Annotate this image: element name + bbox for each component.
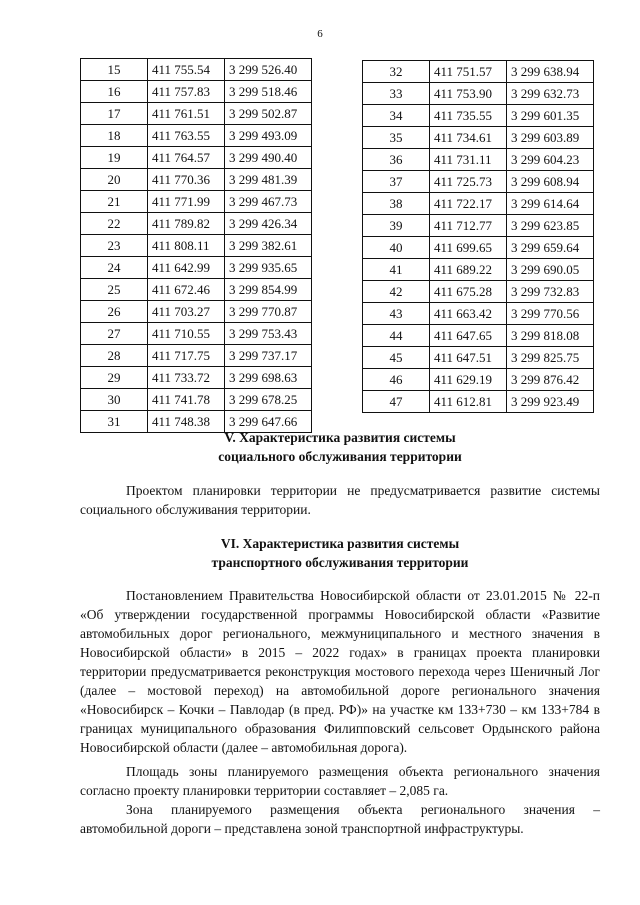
x-coordinate-cell: 411 748.38 [148,411,225,433]
section-6-title-line2: транспортного обслуживания территории [211,555,469,570]
y-coordinate-cell: 3 299 467.73 [225,191,312,213]
x-coordinate-cell: 411 733.72 [148,367,225,389]
point-number-cell: 39 [363,215,430,237]
y-coordinate-cell: 3 299 935.65 [225,257,312,279]
table-row [81,191,312,213]
section-5-title [80,428,600,466]
x-coordinate-cell: 411 751.57 [430,61,507,83]
table-row [363,347,594,369]
y-coordinate-cell: 3 299 481.39 [225,169,312,191]
table-row [363,171,594,193]
x-coordinate-cell: 411 789.82 [148,213,225,235]
y-coordinate-cell: 3 299 753.43 [225,323,312,345]
x-coordinate-cell: 411 672.46 [148,279,225,301]
point-number-cell: 27 [81,323,148,345]
point-number-cell: 34 [363,105,430,127]
point-number-cell: 18 [81,125,148,147]
section-5-title-line1: V. Характеристика развития системы [224,430,456,445]
table-row [81,235,312,257]
x-coordinate-cell: 411 770.36 [148,169,225,191]
x-coordinate-cell: 411 808.11 [148,235,225,257]
section-6-paragraph-1: Постановлением Правительства Новосибирской области от 23.01.2015 № 22-п «Об утверждении государственной программы Новосибирской области «Развитие автомобильных дорог регионального, межмуниципального и местного значения в Новосибирской области» в 2015 – 2022 годах» в границах проекта планировки территории предусматривается реконструкция мостового перехода через Шеничный Лог (далее – мостовой переход) на автомобильной дороге регионального значения «Новосибирск – Кочки – Павлодар (в пред. РФ)» на участке км 133+730 – км 133+784 в границах муниципального образования Филипповский сельсовет Ордынского района Новосибирской области (далее – автомобильная дорога). [80,588,600,755]
section-6-title-line1: VI. Характеристика развития системы [220,536,460,551]
y-coordinate-cell: 3 299 923.49 [507,391,594,413]
table-row [81,169,312,191]
table-row [81,323,312,345]
x-coordinate-cell: 411 629.19 [430,369,507,391]
x-coordinate-cell: 411 722.17 [430,193,507,215]
point-number-cell: 24 [81,257,148,279]
table-row [363,237,594,259]
x-coordinate-cell: 411 734.61 [430,127,507,149]
point-number-cell: 28 [81,345,148,367]
table-row [363,127,594,149]
x-coordinate-cell: 411 764.57 [148,147,225,169]
point-number-cell: 32 [363,61,430,83]
x-coordinate-cell: 411 712.77 [430,215,507,237]
x-coordinate-cell: 411 725.73 [430,171,507,193]
table-row [81,213,312,235]
table-row [81,389,312,411]
y-coordinate-cell: 3 299 854.99 [225,279,312,301]
coordinates-table-left [80,58,312,433]
point-number-cell: 26 [81,301,148,323]
y-coordinate-cell: 3 299 770.87 [225,301,312,323]
point-number-cell: 25 [81,279,148,301]
y-coordinate-cell: 3 299 502.87 [225,103,312,125]
y-coordinate-cell: 3 299 493.09 [225,125,312,147]
x-coordinate-cell: 411 717.75 [148,345,225,367]
point-number-cell: 16 [81,81,148,103]
point-number-cell: 45 [363,347,430,369]
y-coordinate-cell: 3 299 632.73 [507,83,594,105]
y-coordinate-cell: 3 299 737.17 [225,345,312,367]
section-6-title [80,534,600,572]
y-coordinate-cell: 3 299 659.64 [507,237,594,259]
y-coordinate-cell: 3 299 638.94 [507,61,594,83]
y-coordinate-cell: 3 299 647.66 [225,411,312,433]
x-coordinate-cell: 411 757.83 [148,81,225,103]
table-row [363,83,594,105]
table-row [81,367,312,389]
point-number-cell: 15 [81,59,148,81]
table-row [363,281,594,303]
y-coordinate-cell: 3 299 678.25 [225,389,312,411]
y-coordinate-cell: 3 299 825.75 [507,347,594,369]
point-number-cell: 38 [363,193,430,215]
point-number-cell: 40 [363,237,430,259]
x-coordinate-cell: 411 761.51 [148,103,225,125]
x-coordinate-cell: 411 731.11 [430,149,507,171]
y-coordinate-cell: 3 299 601.35 [507,105,594,127]
table-row [363,369,594,391]
table-row [363,215,594,237]
table-row [81,345,312,367]
table-row [81,59,312,81]
y-coordinate-cell: 3 299 382.61 [225,235,312,257]
section-6-paragraph-3: Зона планируемого размещения объекта регионального значения – автомобильной дороги – представлена зоной транспортной инфраструктуры. [80,802,600,836]
point-number-cell: 44 [363,325,430,347]
x-coordinate-cell: 411 703.27 [148,301,225,323]
point-number-cell: 41 [363,259,430,281]
table-row [363,193,594,215]
point-number-cell: 29 [81,367,148,389]
section-5-title-line2: социального обслуживания территории [218,449,462,464]
table-row [81,81,312,103]
x-coordinate-cell: 411 612.81 [430,391,507,413]
y-coordinate-cell: 3 299 698.63 [225,367,312,389]
y-coordinate-cell: 3 299 623.85 [507,215,594,237]
point-number-cell: 30 [81,389,148,411]
table-row [81,301,312,323]
x-coordinate-cell: 411 647.51 [430,347,507,369]
y-coordinate-cell: 3 299 526.40 [225,59,312,81]
x-coordinate-cell: 411 753.90 [430,83,507,105]
point-number-cell: 20 [81,169,148,191]
y-coordinate-cell: 3 299 490.40 [225,147,312,169]
y-coordinate-cell: 3 299 518.46 [225,81,312,103]
x-coordinate-cell: 411 699.65 [430,237,507,259]
x-coordinate-cell: 411 771.99 [148,191,225,213]
point-number-cell: 35 [363,127,430,149]
x-coordinate-cell: 411 689.22 [430,259,507,281]
point-number-cell: 42 [363,281,430,303]
table-row [363,325,594,347]
y-coordinate-cell: 3 299 608.94 [507,171,594,193]
y-coordinate-cell: 3 299 426.34 [225,213,312,235]
table-row [363,61,594,83]
table-row [363,149,594,171]
y-coordinate-cell: 3 299 876.42 [507,369,594,391]
section-6-paragraph-2: Площадь зоны планируемого размещения объекта регионального значения согласно проекту планировки территории составляет – 2,085 га. [80,764,600,798]
point-number-cell: 36 [363,149,430,171]
coordinates-table-right [362,60,594,413]
x-coordinate-cell: 411 647.65 [430,325,507,347]
point-number-cell: 33 [363,83,430,105]
y-coordinate-cell: 3 299 732.83 [507,281,594,303]
table-row [81,279,312,301]
x-coordinate-cell: 411 710.55 [148,323,225,345]
table-row [81,257,312,279]
y-coordinate-cell: 3 299 614.64 [507,193,594,215]
x-coordinate-cell: 411 741.78 [148,389,225,411]
table-row [363,105,594,127]
y-coordinate-cell: 3 299 603.89 [507,127,594,149]
x-coordinate-cell: 411 675.28 [430,281,507,303]
y-coordinate-cell: 3 299 604.23 [507,149,594,171]
point-number-cell: 43 [363,303,430,325]
x-coordinate-cell: 411 663.42 [430,303,507,325]
point-number-cell: 23 [81,235,148,257]
point-number-cell: 22 [81,213,148,235]
table-row [363,259,594,281]
x-coordinate-cell: 411 763.55 [148,125,225,147]
y-coordinate-cell: 3 299 690.05 [507,259,594,281]
y-coordinate-cell: 3 299 770.56 [507,303,594,325]
x-coordinate-cell: 411 735.55 [430,105,507,127]
point-number-cell: 46 [363,369,430,391]
point-number-cell: 17 [81,103,148,125]
section-5-paragraph: Проектом планировки территории не предусматривается развитие системы социального обслуживания территории. [80,483,600,517]
table-row [363,391,594,413]
x-coordinate-cell: 411 642.99 [148,257,225,279]
point-number-cell: 37 [363,171,430,193]
point-number-cell: 19 [81,147,148,169]
point-number-cell: 21 [81,191,148,213]
table-row [81,147,312,169]
table-row [363,303,594,325]
y-coordinate-cell: 3 299 818.08 [507,325,594,347]
table-row [81,125,312,147]
point-number-cell: 47 [363,391,430,413]
x-coordinate-cell: 411 755.54 [148,59,225,81]
point-number-cell: 31 [81,411,148,433]
table-row [81,103,312,125]
page-number: 6 [317,28,323,40]
